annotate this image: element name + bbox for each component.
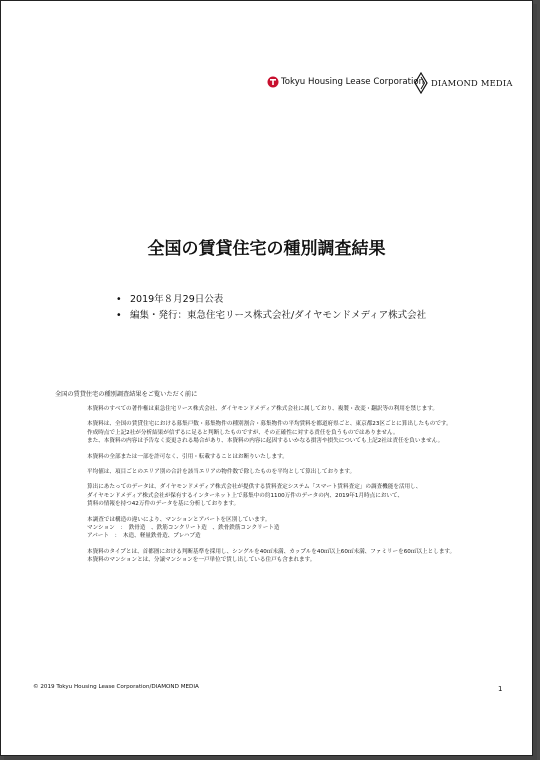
bullet-publisher: • 編集・発行：東急住宅リース株式会社/ダイヤモンドメディア株式会社 <box>116 310 427 321</box>
bullet-dot: • <box>116 310 122 321</box>
bullet-publish-date: • 2019年８月29日公表 <box>116 294 224 305</box>
tokyu-logo-icon <box>267 76 279 88</box>
note-reproduction: 本資料の全部または一部を許可なく、引用・転載することはお断りいたします。 <box>87 453 288 460</box>
note-data-source: 算出にあたってのデータは、ダイヤモンドメディア株式会社が提供する賃料査定システム「スマート賃料査定」の調査機能を活用し、 ダイヤモンドメディア株式会社が保有するインターネット上で募集中の約1100万件のデータの内、2019年1月時点において、 賃料の情報を持つ42万件のデータを基に分析しております。 <box>87 484 422 508</box>
publication-info <box>116 293 426 325</box>
bullet-dot: • <box>116 294 122 305</box>
note-copyright: 本資料のすべての著作権は東急住宅リース株式会社、ダイヤモンドメディア株式会社に属しており、複製・改変・翻訳等の利用を禁じます。 <box>87 406 438 412</box>
note-structure: 本調査では構造の違いにより、マンションとアパートを区別しています。 マンション ： 鉄骨造 、鉄筋コンクリート造 、鉄骨鉄筋コンクリート造 アパート ： 木造、軽量鉄骨造、プレハブ造 <box>87 516 280 540</box>
page-number: 1 <box>498 685 503 693</box>
diamond-media-name: DIAMOND MEDIA <box>431 78 513 88</box>
footer-copyright: © 2019 Tokyu Housing Lease Corporation/DIAMOND MEDIA <box>33 684 199 690</box>
header-logos <box>267 72 513 96</box>
notes-heading: 全国の賃貸住宅の種別調査結果をご覧いただく前に <box>55 391 198 398</box>
page-title: 全国の賃貸住宅の種別調査結果 <box>147 239 386 259</box>
note-average: 平均値は、項目ごとのエリア別の合計を該当エリアの物件数で除したものを平均として算出しております。 <box>87 469 356 476</box>
diamond-media-logo-icon <box>414 72 428 94</box>
note-type-definition: 本資料のタイプとは、首都圏における判断基準を採用し、シングルを40㎡未満、カップルを40㎡以上60㎡未満、ファミリーを60㎡以上とします。 本資料のマンションとは、分譲マンションを一戸単位で賃し出している住戸も含まれます。 <box>87 548 456 564</box>
tokyu-company-name: Tokyu Housing Lease Corporation <box>281 77 425 87</box>
notes-section <box>87 405 487 572</box>
note-methodology: 本資料は、全国の賃貸住宅における募集戸数・募集物件の種別割合・募集物件の平均賃料を都道府県ごと、東京都23区ごとに算出したものです。 作成時点で上記2社が分析結果が信ずるに足ると判断したものですが、その正確性に対する責任を負うものではありません。 また、本資料の内容は予告なく変更される場合があり、本資料の内容に起因するいかなる損害や損失についても上記2社は責任を負いません。 <box>87 421 452 445</box>
